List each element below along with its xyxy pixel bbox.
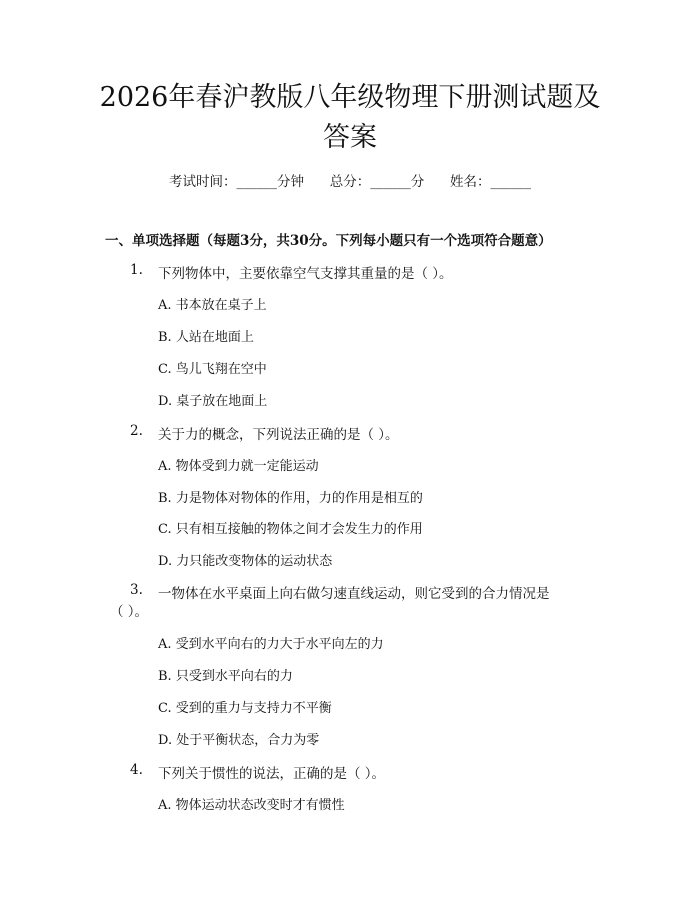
exam-info-line: 考试时间：______分钟 总分：______分 姓名：______ <box>169 174 531 190</box>
option-4a: A. 物体运动状态改变时才有惯性 <box>158 798 345 813</box>
option-1d: D. 桌子放在地面上 <box>158 394 268 409</box>
option-3a: A. 受到水平向右的力大于水平向左的力 <box>158 637 384 652</box>
option-1c: C. 鸟儿飞翔在空中 <box>158 362 267 377</box>
question-number: 3. <box>130 582 143 598</box>
option-3c: C. 受到的重力与支持力不平衡 <box>158 701 332 716</box>
option-2a: A. 物体受到力就一定能运动 <box>158 459 319 474</box>
question-text: 关于力的概念，下列说法正确的是（ ）。 <box>158 427 399 443</box>
page-title: 2026年春沪教版八年级物理下册测试题及答案 <box>99 82 601 153</box>
option-3b: B. 只受到水平向右的力 <box>158 669 293 684</box>
question-text: 下列物体中，主要依靠空气支撑其重量的是（ ）。 <box>158 266 453 282</box>
option-1b: B. 人站在地面上 <box>158 330 254 345</box>
option-1a: A. 书本放在桌子上 <box>158 298 267 313</box>
section-heading: 一、单项选择题（每题3分，共30分。下列每小题只有一个选项符合题意） <box>105 233 552 249</box>
option-2d: D. 力只能改变物体的运动状态 <box>158 554 333 569</box>
question-number: 4. <box>130 762 143 778</box>
question-number: 1. <box>130 262 143 278</box>
question-text: 一物体在水平桌面上向右做匀速直线运动，则它受到的合力情况是 <box>158 586 550 602</box>
question-3-continuation: （ ）。 <box>110 604 149 620</box>
option-2c: C. 只有相互接触的物体之间才会发生力的作用 <box>158 522 423 537</box>
option-3d: D. 处于平衡状态，合力为零 <box>158 733 320 748</box>
question-text: 下列关于惯性的说法，正确的是（ ）。 <box>158 766 386 782</box>
option-2b: B. 力是物体对物体的作用，力的作用是相互的 <box>158 491 423 506</box>
question-number: 2. <box>130 423 143 439</box>
